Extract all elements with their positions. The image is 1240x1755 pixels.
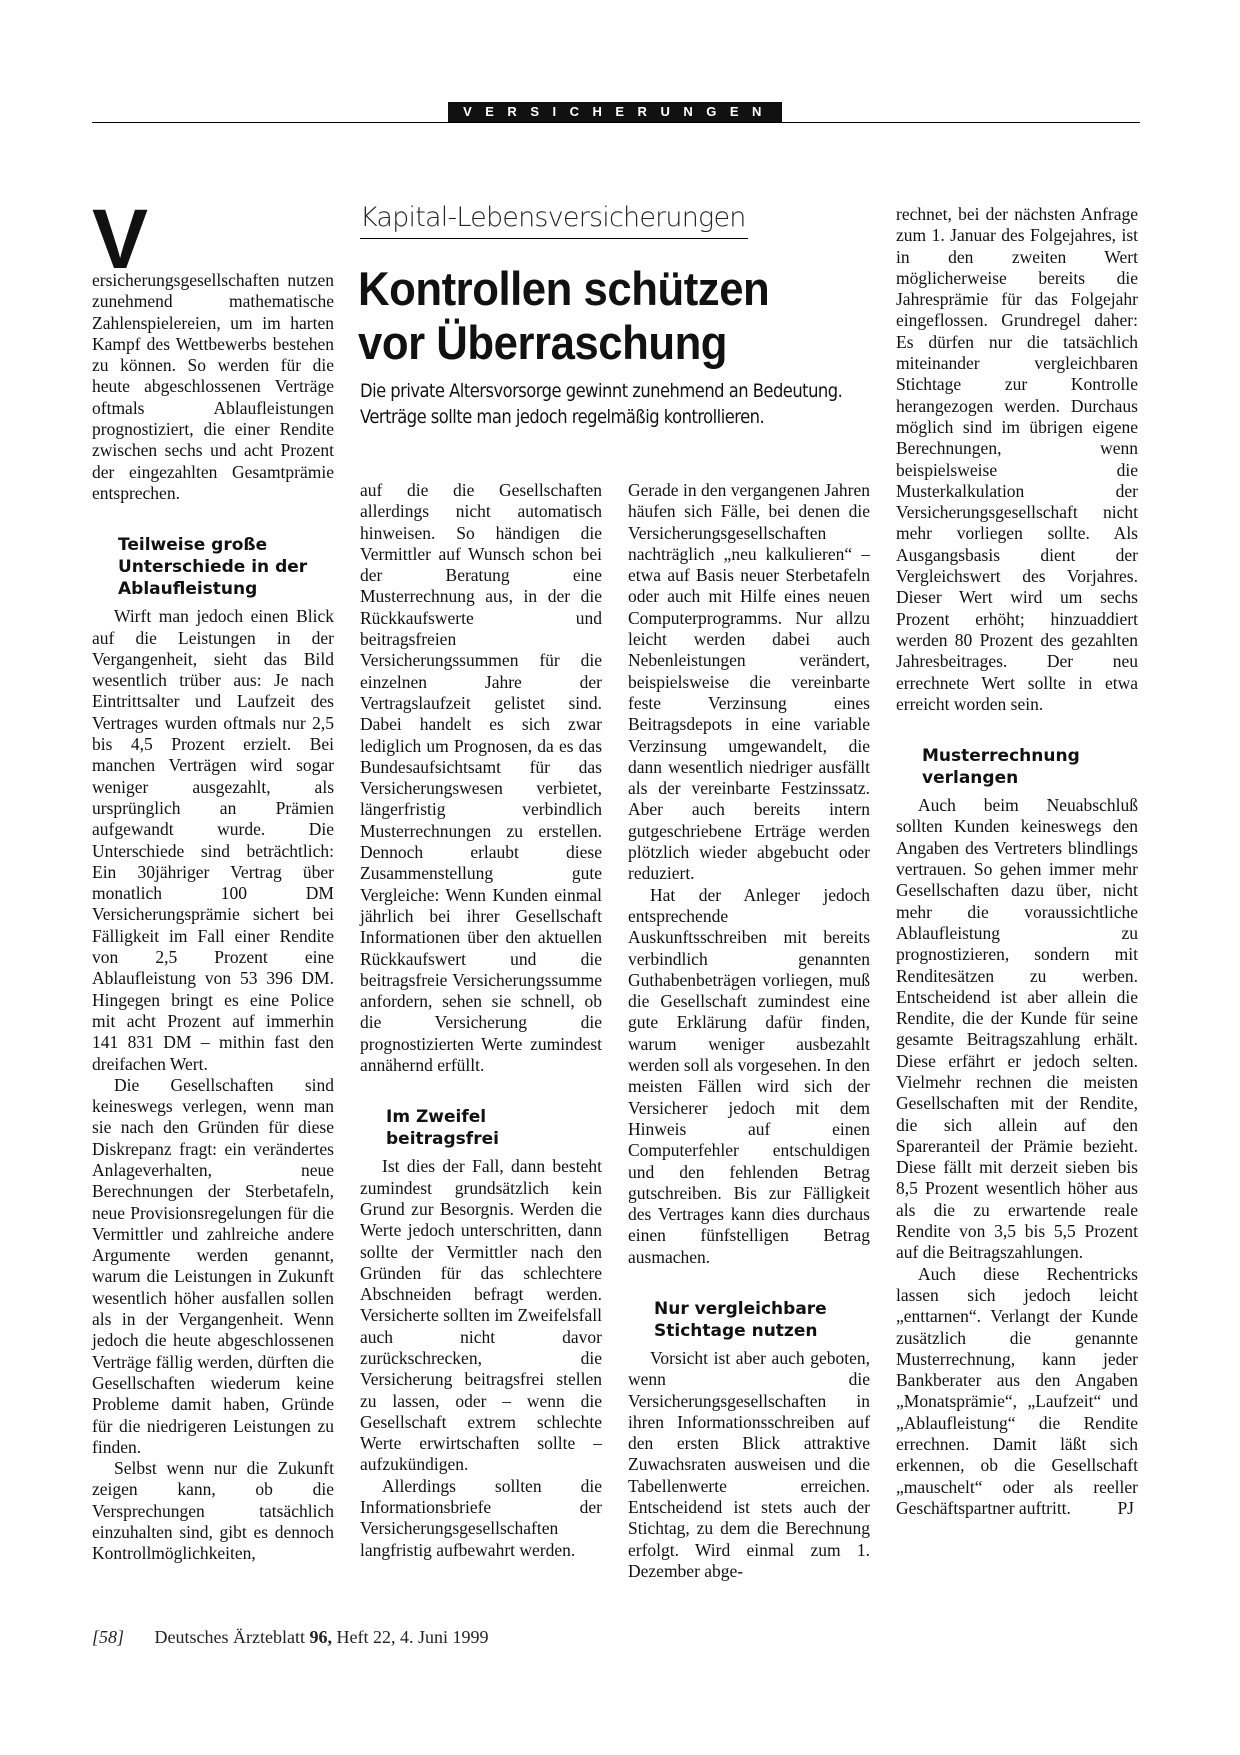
column-4 — [896, 204, 1138, 1519]
column-1 — [92, 192, 334, 1565]
issue-info: Heft 22, 4. Juni 1999 — [336, 1627, 489, 1647]
paragraph: Auch beim Neuabschluß sollten Kunden keineswegs den Angaben des Vertreters blindlings vertrauen. So gehen immer mehr Gesellschaften dazu über, nicht mehr die voraussichtliche Ablaufleistung zu prognostizieren, sondern mit Renditesätzen zu werben. Entscheidend ist aber allein die Rendite, die der Kunde für seine gesamte Beitragszahlung erhält. Diese erfährt er jedoch selten. Vielmehr rechnen die meisten Gesellschaften mit der Rendite, die sich allein auf den Spareranteil der Prämie bezieht. Diese fällt mit derzeit sieben bis 8,5 Prozent wesentlich höher aus als die zu erwartende reale Rendite von 3,5 bis 5,5 Prozent auf die Beitragszahlungen. — [896, 795, 1138, 1263]
subheading: Teilweise große Unterschiede in der Ablaufleistung — [118, 535, 308, 600]
paragraph: Selbst wenn nur die Zukunft zeigen kann, ob die Versprechungen tatsächlich einzuhalten sind, gibt es dennoch Kontrollmöglichkeiten, — [92, 1458, 334, 1564]
paragraph: auf die die Gesellschaften allerdings nicht automatisch hinweisen. So händigen die Vermittler auf Wunsch schon bei der Beratung eine Musterrechnung aus, in der die Rückkaufswerte und beitragsfreien Versicherungssummen für die einzelnen Jahre der Vertragslaufzeit gelistet sind. Dabei handelt es sich zwar lediglich um Prognosen, da es das Bundesaufsichtsamt für das Versicherungswesen verbietet, längerfristig verbindlich Musterrechnungen zu erstellen. Dennoch erlaubt diese Zusammenstellung gute Vergleiche: Wenn Kunden einmal jährlich bei ihrer Gesellschaft Informationen über den aktuellen Rückkaufswert und die beitragsfreie Versicherungssumme anfordern, sehen sie schnell, ob die Versicherung die prognostizierten Werte zumindest annähernd erfüllt. — [360, 480, 602, 1076]
page-number: [58] — [92, 1627, 125, 1647]
paragraph: Ist dies der Fall, dann besteht zumindest grundsätzlich kein Grund zur Besorgnis. Werden die Werte jedoch unterschritten, dann sollte der Vermittler nach den Gründen für das schlechtere Abschneiden befragt werden. Versicherte sollten im Zweifelsfall auch nicht davor zurückschrecken, die Versicherung beitragsfrei stellen zu lassen, oder – wenn die Gesellschaft extrem schlechte Werte erwirtschaften sollte – aufzukündigen. — [360, 1156, 602, 1475]
volume-number: 96, — [309, 1627, 332, 1647]
headline-line-1: Kontrollen schützen — [358, 262, 770, 315]
paragraph: Die Gesellschaften sind keineswegs verlegen, wenn man sie nach den Gründen für diese Diskrepanz fragt: ein verändertes Anlageverhalten, neue Berechnungen der Sterbetafeln, neue Provisionsregelungen für die Vermittler und zahlreiche andere Argumente werden genannt, warum die Leistungen in Zukunft wesentlich höher ausfallen sollen als in der Vergangenheit. Wenn jedoch die heute abgeschlossenen Verträge fällig werden, dürften die Gesellschaften wiederum keine Probleme damit haben, Gründe für die niedrigeren Leistungen zu finden. — [92, 1074, 334, 1457]
subheading: Musterrechnung verlangen — [922, 746, 1080, 789]
column-3 — [628, 480, 870, 1582]
header-rule — [92, 122, 1140, 123]
paragraph: Hat der Anleger jedoch entsprechende Auskunftsschreiben mit bereits verbindlich genannten Guthabenbeträgen vorliegen, muß die Gesellschaft zumindest eine gute Erklärung dafür finden, warum weniger ausbezahlt werden soll als vorgesehen. In den meisten Fällen wird sich der Versicherer jedoch mit dem Hinweis auf einen Computerfehler entschuldigen und den fehlenden Betrag gutschreiben. Bis zur Fälligkeit des Vertrages kann dies durchaus einen fünfstelligen Betrag ausmachen. — [628, 884, 870, 1267]
headline — [358, 262, 842, 370]
drop-cap: V — [92, 192, 149, 286]
paragraph: Vorsicht ist aber auch geboten, wenn die Versicherungsgesellschaften in ihren Informationsschreiben auf den ersten Blick attraktive Zuwachsraten ausweisen und die Tabellenwerte erreichen. Entscheidend ist stets auch der Stichtag, zu dem die Berechnung erfolgt. Wird einmal zum 1. Dezember abge- — [628, 1347, 870, 1581]
kicker-rule — [360, 238, 748, 239]
kicker: Kapital-Lebensversicherungen — [360, 202, 746, 233]
paragraph: Gerade in den vergangenen Jahren häufen sich Fälle, bei denen die Versicherungsgesellschaften nachträglich „neu kalkulieren“ – etwa auf Basis neuer Sterbetafeln oder auch mit Hilfe eines neuen Computerprogramms. Nur allzu leicht werden dabei auch Nebenleistungen verändert, beispielsweise die vereinbarte feste Verzinsung eines Beitragsdepots in eine variable Verzinsung umgewandelt, die dann wesentlich niedriger ausfällt als der vereinbarte Festzinssatz. Aber auch bereits intern gutgeschriebene Erträge werden plötzlich wieder abgebucht oder reduziert. — [628, 480, 870, 884]
paragraph-intro: V ersicherungsgesellschaften nutzen zunehmend mathematische Zahlenspielereien, um im harten Kampf des Wettbewerbs bestehen zu können. So werden für die heute abgeschlossenen Verträge oftmals Ablaufleistungen prognostiziert, die einer Rendite zwischen sechs und acht Prozent der eingezahlten Gesamtprämie entsprechen. — [92, 192, 334, 503]
lead-line-2: Verträge sollte man jedoch regelmäßig kontrollieren. — [360, 406, 765, 428]
column-2 — [360, 480, 602, 1561]
lead-line-1: Die private Altersvorsorge gewinnt zunehmend an Bedeutung. — [360, 380, 843, 402]
paragraph: rechnet, bei der nächsten Anfrage zum 1. Januar des Folgejahres, ist in den zweiten Wert möglicherweise bereits die Jahresprämie für das Folgejahr eingeflossen. Grundregel daher: Es dürfen nur die tatsächlich miteinander vergleichbaren Stichtage zur Kontrolle herangezogen werden. Durchaus möglich sind im übrigen eigene Berechnungen, wenn beispielsweise die Musterkalkulation der Versicherungsgesellschaft nicht mehr vorliegen sollte. Als Ausgangsbasis dient der Vergleichswert des Vorjahres. Dieser Wert wird um sechs Prozent erhöht; hinzuaddiert werden 80 Prozent des gezahlten Jahresbeitrages. Der neu errechnete Wert sollte in etwa erreicht worden sein. — [896, 204, 1138, 714]
paragraph: Auch diese Rechentricks lassen sich jedoch leicht „enttarnen“. Verlangt der Kunde zusätzlich die genannte Musterrechnung, kann jeder Bankberater aus den Angaben „Monatsprämie“, „Laufzeit“ und „Ablaufleistung“ die Rendite errechnen. Damit läßt sich erkennen, ob die Gesellschaft „mauschelt“ oder als reeller Geschäftspartner auftritt. PJ — [896, 1263, 1138, 1518]
author-initials: PJ — [1117, 1497, 1134, 1518]
page-footer — [92, 1627, 488, 1648]
paragraph: Wirft man jedoch einen Blick auf die Leistungen in der Vergangenheit, sieht das Bild wesentlich trüber aus: Je nach Eintrittsalter und Laufzeit des Vertrages wurden oftmals nur 2,5 bis 4,5 Prozent erzielt. Bei manchen Verträgen wird sogar weniger ausgezahlt, als ursprünglich an Prämien aufgewandt wurde. Die Unterschiede sind beträchtlich: Ein 30jähriger Vertrag über monatlich 100 DM Versicherungsprämie sichert bei Fälligkeit im Fall einer Rendite von 2,5 Prozent eine Ablaufleistung von 53 396 DM. Hingegen bringt es eine Police mit acht Prozent auf immerhin 141 831 DM – mithin fast den dreifachen Wert. — [92, 606, 334, 1074]
journal-name: Deutsches Ärzteblatt — [154, 1627, 305, 1647]
subheading: Im Zweifel beitragsfrei — [386, 1107, 499, 1150]
headline-line-2: vor Überraschung — [358, 316, 728, 369]
section-rubric: VERSICHERUNGEN — [448, 102, 782, 122]
paragraph: Allerdings sollten die Informationsbriefe der Versicherungsgesellschaften langfristig aufbewahrt werden. — [360, 1475, 602, 1560]
subheading: Nur vergleichbare Stichtage nutzen — [654, 1298, 827, 1341]
